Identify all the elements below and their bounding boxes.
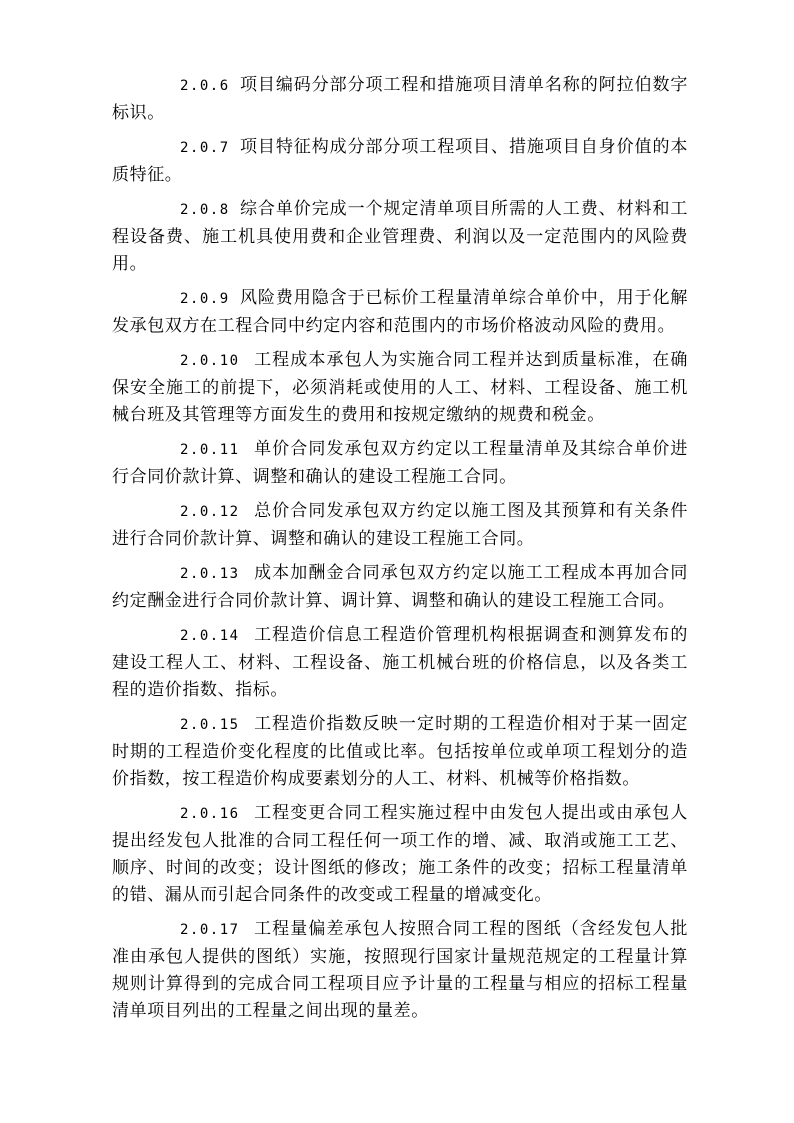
clause-number: 2.0.13 [180, 566, 240, 582]
clause-text: 工程变更合同工程实施过程中由发包人提出或由承包人提出经发包人批准的合同工程任何一项工作的增、减、取消或施工工艺、顺序、时间的改变；设计图纸的修改；施工条件的改变；招标工程量清单的错、漏从而引起合同条件的改变或工程量的增减变化。 [112, 803, 688, 905]
clause-2-0-14 [112, 622, 688, 704]
clause-number: 2.0.16 [180, 806, 240, 822]
clause-2-0-9 [112, 285, 688, 340]
clause-number: 2.0.12 [180, 504, 240, 520]
clause-text: 项目特征构成分部分项工程项目、措施项目自身价值的本质特征。 [112, 137, 688, 185]
clause-text: 综合单价完成一个规定清单项目所需的人工费、材料和工程设备费、施工机具使用费和企业管理费、利润以及一定范围内的风险费用。 [112, 199, 688, 274]
clause-list [112, 72, 688, 1032]
clause-text: 工程量偏差承包人按照合同工程的图纸（含经发包人批准由承包人提供的图纸）实施，按照现行国家计量规范规定的工程量计算规则计算得到的完成合同工程项目应予计量的工程量与相应的招标工程量清单项目列出的工程量之间出现的量差。 [112, 919, 688, 1021]
clause-number: 2.0.7 [180, 140, 230, 156]
clause-text: 工程造价信息工程造价管理机构根据调查和测算发布的建设工程人工、材料、工程设备、施工机械台班的价格信息，以及各类工程的造价指数、指标。 [112, 625, 688, 700]
clause-2-0-13 [112, 560, 688, 615]
clause-text: 成本加酬金合同承包双方约定以施工工程成本再加合同约定酬金进行合同价款计算、调计算、调整和确认的建设工程施工合同。 [112, 563, 688, 611]
clause-text: 总价合同发承包双方约定以施工图及其预算和有关条件进行合同价款计算、调整和确认的建设工程施工合同。 [112, 501, 688, 549]
clause-2-0-6 [112, 72, 688, 127]
clause-number: 2.0.6 [180, 78, 230, 94]
clause-2-0-15 [112, 711, 688, 793]
clause-number: 2.0.9 [180, 291, 230, 307]
clause-2-0-16 [112, 800, 688, 909]
clause-2-0-12 [112, 498, 688, 553]
clause-number: 2.0.17 [180, 922, 240, 938]
clause-2-0-7 [112, 134, 688, 189]
clause-2-0-8 [112, 196, 688, 278]
clause-number: 2.0.8 [180, 202, 230, 218]
clause-2-0-11 [112, 436, 688, 491]
clause-text: 工程造价指数反映一定时期的工程造价相对于某一固定时期的工程造价变化程度的比值或比率。包括按单位或单项工程划分的造价指数，按工程造价构成要素划分的人工、材料、机械等价格指数。 [112, 714, 688, 789]
clause-text: 项目编码分部分项工程和措施项目清单名称的阿拉伯数字标识。 [112, 75, 688, 123]
clause-text: 单价合同发承包双方约定以工程量清单及其综合单价进行合同价款计算、调整和确认的建设工程施工合同。 [112, 439, 688, 487]
clause-number: 2.0.14 [180, 628, 240, 644]
clause-number: 2.0.15 [180, 717, 240, 733]
clause-text: 风险费用隐含于已标价工程量清单综合单价中，用于化解发承包双方在工程合同中约定内容和范围内的市场价格波动风险的费用。 [112, 288, 688, 336]
clause-2-0-10 [112, 347, 688, 429]
clause-text: 工程成本承包人为实施合同工程并达到质量标准，在确保安全施工的前提下，必须消耗或使用的人工、材料、工程设备、施工机械台班及其管理等方面发生的费用和按规定缴纳的规费和税金。 [112, 350, 688, 425]
clause-number: 2.0.11 [180, 442, 240, 458]
clause-number: 2.0.10 [180, 353, 240, 369]
clause-2-0-17 [112, 916, 688, 1025]
